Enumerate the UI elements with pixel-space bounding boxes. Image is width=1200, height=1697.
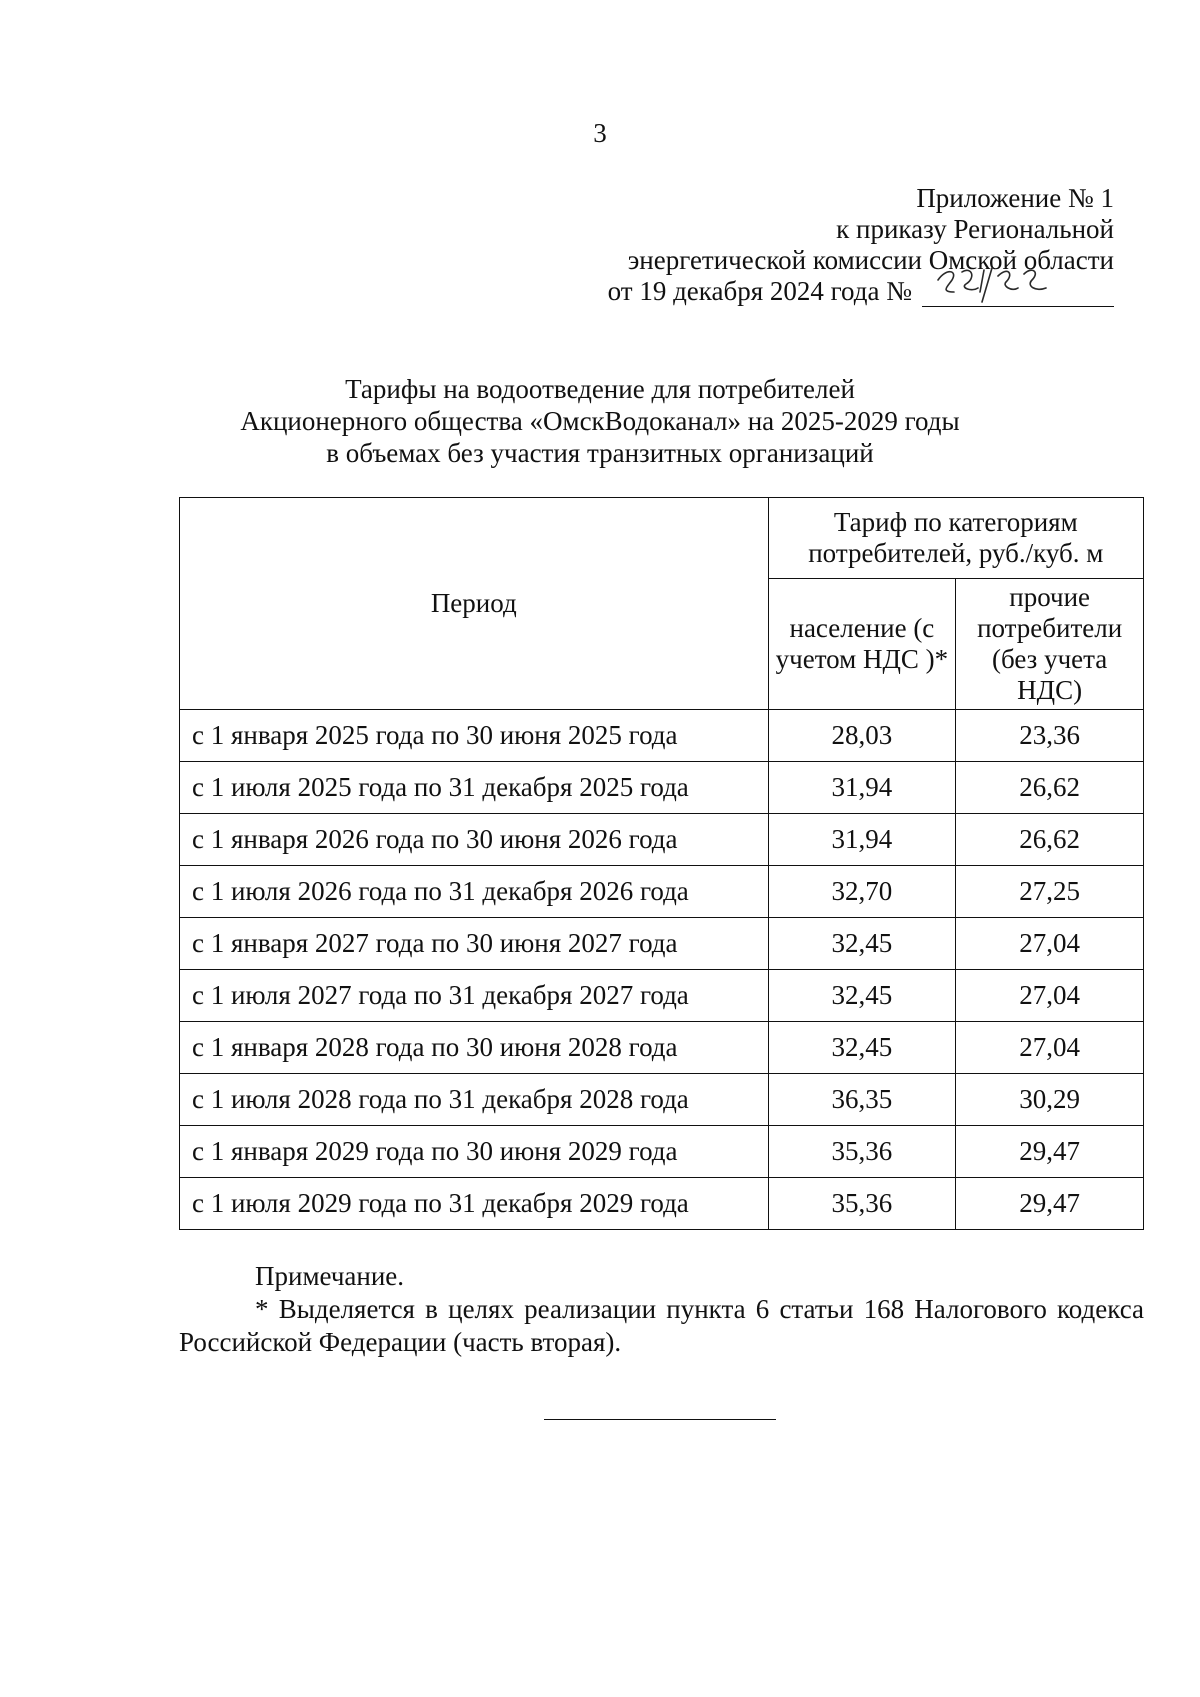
end-of-document-line bbox=[544, 1419, 776, 1420]
period-cell: с 1 июля 2026 года по 31 декабря 2026 года bbox=[180, 866, 769, 918]
period-cell: с 1 января 2025 года по 30 июня 2025 года bbox=[180, 710, 769, 762]
population-value-cell: 32,45 bbox=[768, 918, 956, 970]
page-number: 3 bbox=[593, 118, 607, 148]
tariff-table bbox=[179, 497, 1144, 1230]
other-value-cell: 29,47 bbox=[956, 1126, 1144, 1178]
table-row bbox=[180, 866, 1144, 918]
population-value-cell: 35,36 bbox=[768, 1178, 956, 1230]
table-row bbox=[180, 1178, 1144, 1230]
other-value-cell: 30,29 bbox=[956, 1074, 1144, 1126]
header-period: Период bbox=[180, 498, 769, 710]
table-row bbox=[180, 814, 1144, 866]
period-cell: с 1 января 2029 года по 30 июня 2029 года bbox=[180, 1126, 769, 1178]
table-row bbox=[180, 710, 1144, 762]
population-value-cell: 35,36 bbox=[768, 1126, 956, 1178]
header-tariff-group: Тариф по категориям потребителей, руб./куб. м bbox=[768, 498, 1143, 579]
period-cell: с 1 июля 2025 года по 31 декабря 2025 года bbox=[180, 762, 769, 814]
appendix-header bbox=[608, 183, 1114, 307]
table-row bbox=[180, 1022, 1144, 1074]
other-value-cell: 27,04 bbox=[956, 970, 1144, 1022]
period-cell: с 1 января 2028 года по 30 июня 2028 года bbox=[180, 1022, 769, 1074]
handwritten-order-number bbox=[932, 262, 1062, 306]
other-value-cell: 26,62 bbox=[956, 814, 1144, 866]
population-value-cell: 28,03 bbox=[768, 710, 956, 762]
table-row bbox=[180, 970, 1144, 1022]
other-value-cell: 29,47 bbox=[956, 1178, 1144, 1230]
appendix-order-date: от 19 декабря 2024 года № bbox=[607, 276, 912, 306]
period-cell: с 1 января 2027 года по 30 июня 2027 года bbox=[180, 918, 769, 970]
table-row bbox=[180, 1074, 1144, 1126]
order-number-field bbox=[922, 276, 1114, 307]
appendix-order-reference: к приказу Региональной bbox=[836, 214, 1114, 244]
note-text: * Выделяется в целях реализации пункта 6 статьи 168 Налогового кодекса Российской Федерации (часть вторая). bbox=[179, 1294, 1144, 1357]
header-other-consumers: прочие потребители (без учета НДС) bbox=[956, 579, 1144, 710]
population-value-cell: 32,70 bbox=[768, 866, 956, 918]
appendix-commission-name: энергетической комиссии Омской области bbox=[627, 245, 1114, 275]
period-cell: с 1 января 2026 года по 30 июня 2026 года bbox=[180, 814, 769, 866]
table-header-row bbox=[180, 498, 1144, 579]
table-row bbox=[180, 918, 1144, 970]
appendix-order-date-line bbox=[608, 276, 1114, 307]
period-cell: с 1 июля 2027 года по 31 декабря 2027 года bbox=[180, 970, 769, 1022]
other-value-cell: 26,62 bbox=[956, 762, 1144, 814]
population-value-cell: 36,35 bbox=[768, 1074, 956, 1126]
population-value-cell: 31,94 bbox=[768, 814, 956, 866]
table-row bbox=[180, 762, 1144, 814]
population-value-cell: 31,94 bbox=[768, 762, 956, 814]
title-line-1: Тарифы на водоотведение для потребителей bbox=[345, 374, 855, 404]
other-value-cell: 23,36 bbox=[956, 710, 1144, 762]
title-line-2: Акционерного общества «ОмскВодоканал» на 2025-2029 годы bbox=[240, 406, 960, 436]
table-row bbox=[180, 1126, 1144, 1178]
note-title: Примечание. bbox=[255, 1261, 405, 1291]
other-value-cell: 27,04 bbox=[956, 1022, 1144, 1074]
document-title bbox=[0, 373, 1200, 469]
population-value-cell: 32,45 bbox=[768, 970, 956, 1022]
population-value-cell: 32,45 bbox=[768, 1022, 956, 1074]
period-cell: с 1 июля 2028 года по 31 декабря 2028 года bbox=[180, 1074, 769, 1126]
period-cell: с 1 июля 2029 года по 31 декабря 2029 года bbox=[180, 1178, 769, 1230]
table-body bbox=[180, 710, 1144, 1230]
note-section bbox=[179, 1260, 1144, 1359]
other-value-cell: 27,25 bbox=[956, 866, 1144, 918]
appendix-title: Приложение № 1 bbox=[916, 183, 1114, 213]
header-population: население (с учетом НДС )* bbox=[768, 579, 956, 710]
other-value-cell: 27,04 bbox=[956, 918, 1144, 970]
title-line-3: в объемах без участия транзитных организаций bbox=[326, 438, 874, 468]
